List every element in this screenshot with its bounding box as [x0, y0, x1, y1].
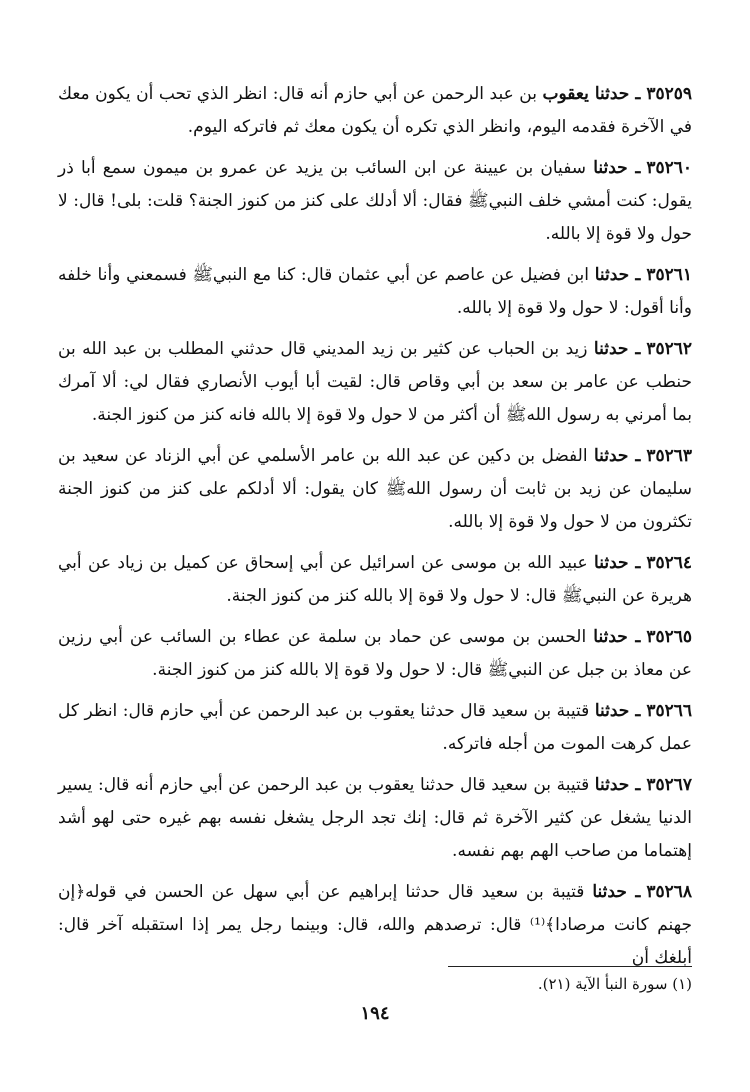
hadith-number: ٣٥٢٦٠: [646, 158, 693, 178]
hadith-lead: ـ حدثنا: [594, 701, 641, 721]
hadith-text: الحسن بن موسى عن حماد بن سلمة عن عطاء بن السائب عن أبي رزين عن معاذ بن جبل عن النبيﷺ قال: لا حول ولا قوة إلا بالله كنز من كنوز الجنة.: [58, 627, 692, 680]
hadith-entry: [58, 152, 692, 251]
hadith-lead: ـ حدثنا: [593, 339, 641, 359]
hadith-lead: ـ حدثنا: [593, 627, 641, 647]
hadith-entry: [58, 259, 692, 325]
hadith-lead: ـ حدثنا: [593, 158, 641, 178]
hadith-entry: [58, 621, 692, 687]
hadith-list: [58, 78, 692, 975]
hadith-text: قتيبة بن سعيد قال حدثنا يعقوب بن عبد الرحمن عن أبي حازم قال: انظر كل عمل كرهت الموت من أجله فاتركه.: [58, 701, 692, 754]
hadith-number: ٣٥٢٦٤: [646, 553, 693, 573]
hadith-entry: [58, 78, 692, 144]
hadith-entry: [58, 769, 692, 868]
hadith-entry: [58, 876, 692, 975]
hadith-lead: ـ حدثنا: [592, 882, 641, 902]
hadith-number: ٣٥٢٦٨: [646, 882, 693, 902]
hadith-lead: ـ حدثنا: [594, 265, 641, 285]
hadith-text: عبيد الله بن موسى عن اسرائيل عن أبي إسحاق عن كميل بن زياد عن أبي هريرة عن النبيﷺ قال: لا حول ولا قوة إلا بالله كنز من كنوز الجنة.: [58, 553, 692, 606]
hadith-entry: [58, 695, 692, 761]
hadith-text: الفضل بن دكين عن عبد الله بن عامر الأسلمي عن أبي الزناد عن سعيد بن سليمان عن زيد بن ثابت أن رسول اللهﷺ كان يقول: ألا أدلكم على كنز من كنوز الجنة تكثرون من لا حول ولا قوة إلا بالله.: [58, 446, 692, 532]
hadith-lead: ـ حدثنا: [593, 446, 641, 466]
hadith-number: ٣٥٢٦٣: [646, 446, 692, 466]
hadith-text: ابن فضيل عن عاصم عن أبي عثمان قال: كنا مع النبيﷺ فسمعني وأنا خلفه وأنا أقول: لا حول ولا قوة إلا بالله.: [58, 265, 692, 318]
hadith-text: قتيبة بن سعيد قال حدثنا يعقوب بن عبد الرحمن عن أبي حازم أنه قال: يسير الدنيا يشغل عن كثير الآخرة ثم قال: إنك تجد الرجل يشغل نفسه بهم غيره حتى لهو أشد إهتماما من صاحب الهم بهم نفسه.: [58, 775, 692, 861]
hadith-lead: ـ حدثنا: [594, 553, 641, 573]
hadith-number: ٣٥٢٦٧: [646, 775, 692, 795]
hadith-lead: ـ حدثنا يعقوب: [542, 84, 641, 104]
hadith-entry: [58, 547, 692, 613]
footnote: (١) سورة النبأ الآية (٢١).: [537, 975, 692, 993]
hadith-text: زيد بن الحباب عن كثير بن زيد المديني قال حدثني المطلب بن عبد الله بن حنطب عن عامر بن سعد بن أبي وقاص قال: لقيت أبا أيوب الأنصاري فقال لي: ألا آمرك بما أمرني به رسول اللهﷺ أن أكثر من لا حول ولا قوة إلا بالله فانه كنز من كنوز الجنة.: [58, 339, 692, 425]
hadith-number: ٣٥٢٦١: [646, 265, 693, 285]
hadith-text: قتيبة بن سعيد قال حدثنا إبراهيم عن أبي سهل عن الحسن في قوله﴿إن جهنم كانت مرصادا﴾⁽¹⁾ قال: ترصدهم والله، قال: وبينما رجل يمر إذا استقبله آخر قال: أبلغك أن: [58, 882, 692, 968]
hadith-number: ٣٥٢٥٩: [646, 84, 693, 104]
hadith-text: سفيان بن عيينة عن ابن السائب بن يزيد عن عمرو بن ميمون سمع أبا ذر يقول: كنت أمشي خلف النبيﷺ فقال: ألا أدلك على كنز من كنوز الجنة؟ قلت: بلى! قال: لا حول ولا قوة إلا بالله.: [58, 158, 692, 244]
page-number: ١٩٤: [360, 1003, 390, 1024]
hadith-entry: [58, 333, 692, 432]
hadith-entry: [58, 440, 692, 539]
footnote-divider: [448, 966, 692, 967]
hadith-text: بن عبد الرحمن عن أبي حازم أنه قال: انظر الذي تحب أن يكون معك في الآخرة فقدمه اليوم، وانظر الذي تكره أن يكون معك ثم فاتركه اليوم.: [58, 84, 692, 137]
hadith-number: ٣٥٢٦٥: [646, 627, 693, 647]
hadith-number: ٣٥٢٦٢: [646, 339, 693, 359]
hadith-lead: ـ حدثنا: [594, 775, 641, 795]
hadith-number: ٣٥٢٦٦: [646, 701, 692, 721]
